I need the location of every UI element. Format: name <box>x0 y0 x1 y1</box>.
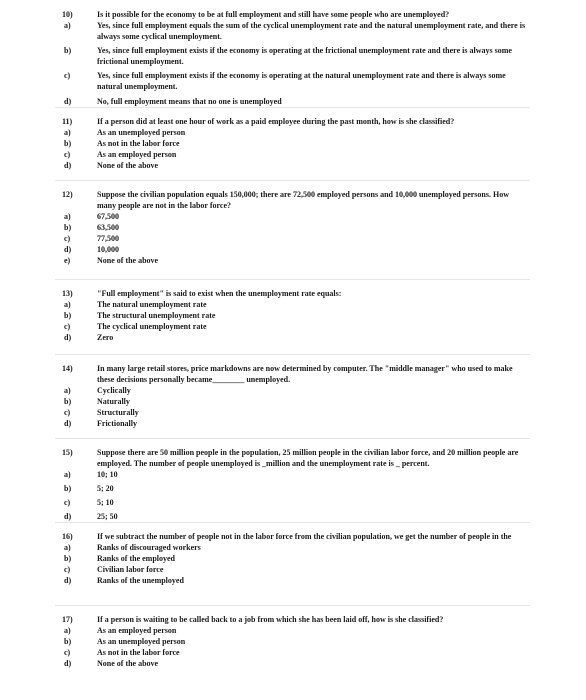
option-text: None of the above <box>97 161 159 170</box>
question-text: If a person did at least one hour of work as a paid employee during the past month, how is she classified? <box>97 117 455 126</box>
option-text: Zero <box>97 333 114 342</box>
option-text: 5; 20 <box>97 484 114 493</box>
option-text: 77,500 <box>97 234 119 243</box>
option-text: As an employed person <box>97 150 177 159</box>
option-letter: d) <box>64 659 72 668</box>
option-text: As not in the labor force <box>97 648 180 657</box>
option-text: Yes, since full employment exists if the economy is operating at the frictional unemployment rate and there is always some frictional unemployment. <box>97 46 512 66</box>
question-number: 15) <box>62 448 73 457</box>
question-10 <box>0 9 586 107</box>
option-letter: b) <box>64 46 72 55</box>
divider <box>55 605 530 606</box>
question-text: Suppose the civilian population equals 150,000; there are 72,500 employed persons and 10,000 unemployed persons. How many people are not in the labor force? <box>97 190 509 210</box>
option-letter: c) <box>64 234 71 243</box>
question-12 <box>0 189 586 266</box>
option-text: 67,500 <box>97 212 119 221</box>
option-text: No, full employment means that no one is unemployed <box>97 97 282 106</box>
option-text: Yes, since full employment equals the sum of the cyclical unemployment rate and the natural unemployment rate, and there is always some cyclical unemployment. <box>97 21 526 41</box>
option-text: The natural unemployment rate <box>97 300 207 309</box>
divider <box>55 180 530 181</box>
option-letter: a) <box>64 626 71 635</box>
option-letter: b) <box>64 397 72 406</box>
question-13 <box>0 288 586 343</box>
option-letter: b) <box>64 223 72 232</box>
question-text: "Full employment" is said to exist when the unemployment rate equals: <box>97 289 342 298</box>
option-letter: d) <box>64 576 72 585</box>
option-text: Structurally <box>97 408 139 417</box>
option-text: Ranks of the unemployed <box>97 576 184 585</box>
option-text: Frictionally <box>97 419 137 428</box>
option-letter: b) <box>64 311 72 320</box>
question-15 <box>0 447 586 522</box>
option-letter: d) <box>64 245 72 254</box>
option-letter: b) <box>64 139 72 148</box>
option-text: 10,000 <box>97 245 119 254</box>
divider <box>55 354 530 355</box>
question-number: 14) <box>62 364 73 373</box>
option-letter: b) <box>64 637 72 646</box>
question-number: 10) <box>62 10 73 19</box>
option-letter: e) <box>64 256 71 265</box>
question-11 <box>0 116 586 171</box>
question-number: 12) <box>62 190 73 199</box>
question-number: 11) <box>62 117 73 126</box>
option-text: Ranks of discouraged workers <box>97 543 201 552</box>
question-text: Suppose there are 50 million people in the population, 25 million people in the civilian labor force, and 20 million people are employed. The number of people unemployed is _million and the unemployment rate is _ percent. <box>97 448 519 468</box>
option-text: The cyclical unemployment rate <box>97 322 207 331</box>
option-letter: d) <box>64 333 72 342</box>
option-text: 63,500 <box>97 223 119 232</box>
option-text: Cyclically <box>97 386 131 395</box>
option-letter: a) <box>64 300 71 309</box>
question-14 <box>0 363 586 429</box>
option-text: None of the above <box>97 659 159 668</box>
option-text: 25; 50 <box>97 512 118 521</box>
option-text: None of the above <box>97 256 159 265</box>
option-letter: a) <box>64 128 71 137</box>
option-text: Ranks of the employed <box>97 554 176 563</box>
option-text: As an unemployed person <box>97 637 186 646</box>
question-text: If we subtract the number of people not in the labor force from the civilian population, we get the number of people in the <box>97 532 512 541</box>
option-letter: c) <box>64 408 71 417</box>
option-text: 10; 10 <box>97 470 118 479</box>
question-16 <box>0 531 586 586</box>
question-text: If a person is waiting to be called back to a job from which she has been laid off, how is she classified? <box>97 615 444 624</box>
option-text: Naturally <box>97 397 130 406</box>
option-text: As not in the labor force <box>97 139 180 148</box>
divider <box>55 522 530 523</box>
option-letter: c) <box>64 565 71 574</box>
question-number: 13) <box>62 289 73 298</box>
question-text: In many large retail stores, price markdowns are now determined by computer. The "middle manager" who used to make these decisions personally became________ unemployed. <box>97 364 513 384</box>
option-letter: c) <box>64 322 71 331</box>
option-letter: d) <box>64 97 72 106</box>
question-number: 17) <box>62 615 73 624</box>
option-letter: b) <box>64 484 72 493</box>
divider <box>55 438 530 439</box>
option-text: 5; 10 <box>97 498 114 507</box>
option-letter: c) <box>64 498 71 507</box>
option-letter: c) <box>64 71 71 80</box>
option-text: Civilian labor force <box>97 565 164 574</box>
option-letter: d) <box>64 419 72 428</box>
option-text: The structural unemployment rate <box>97 311 216 320</box>
option-letter: a) <box>64 212 71 221</box>
option-letter: c) <box>64 648 71 657</box>
question-number: 16) <box>62 532 73 541</box>
option-letter: a) <box>64 543 71 552</box>
question-17 <box>0 614 586 669</box>
option-letter: d) <box>64 161 72 170</box>
option-text: As an unemployed person <box>97 128 186 137</box>
option-letter: a) <box>64 386 71 395</box>
option-letter: a) <box>64 21 71 30</box>
option-letter: c) <box>64 150 71 159</box>
option-text: As an employed person <box>97 626 177 635</box>
option-text: Yes, since full employment exists if the economy is operating at the natural unemployment rate and there is always some natural unemployment. <box>97 71 506 91</box>
option-letter: d) <box>64 512 72 521</box>
question-text: Is it possible for the economy to be at full employment and still have some people who are unemployed? <box>97 10 450 19</box>
divider <box>55 107 530 108</box>
option-letter: a) <box>64 470 71 479</box>
option-letter: b) <box>64 554 72 563</box>
divider <box>55 279 530 280</box>
